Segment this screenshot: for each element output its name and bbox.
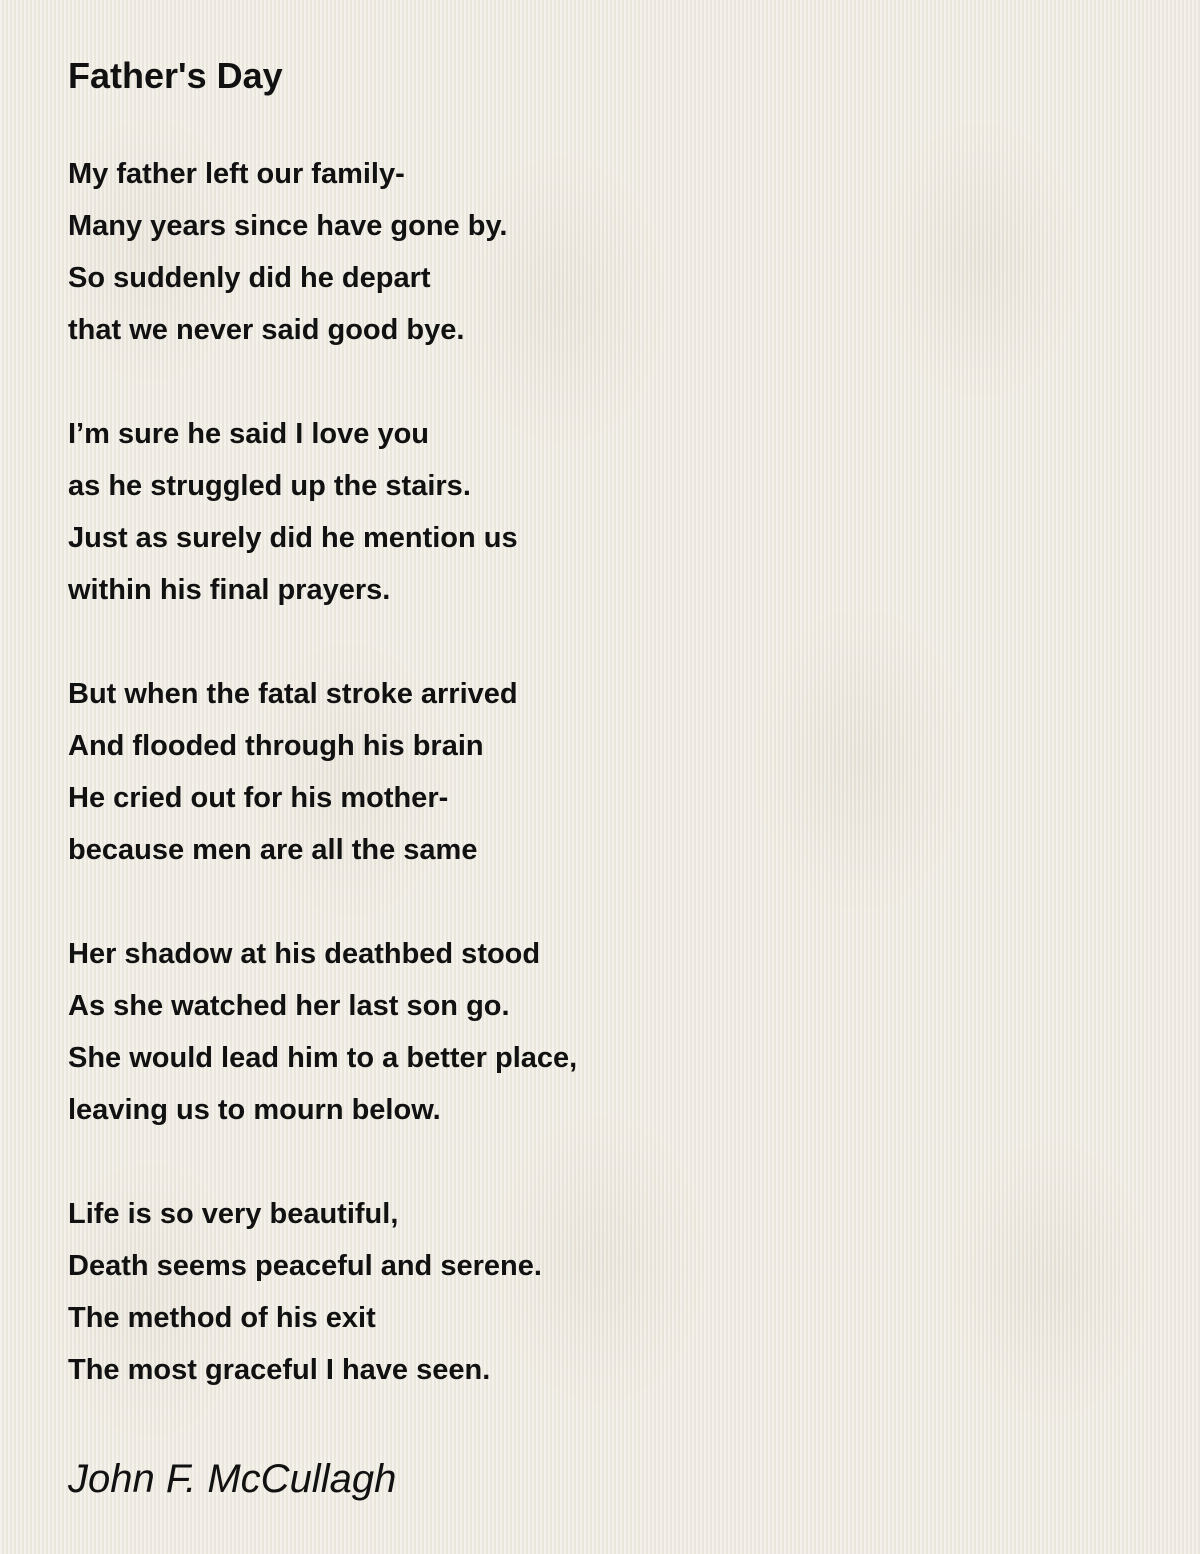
poem-line: She would lead him to a better place, <box>68 1042 578 1074</box>
stanza-1 <box>68 148 577 356</box>
poem-line: As she watched her last son go. <box>68 990 510 1022</box>
poem-line: because men are all the same <box>68 834 478 866</box>
stanza-4 <box>68 928 577 1136</box>
poem-line: Just as surely did he mention us <box>68 522 518 554</box>
poem-line: The method of his exit <box>68 1302 376 1334</box>
stanza-3 <box>68 668 577 876</box>
poem-title: Father's Day <box>68 55 283 96</box>
poem-line: So suddenly did he depart <box>68 262 431 294</box>
poem-line: as he struggled up the stairs. <box>68 470 471 502</box>
poem-body <box>68 148 577 1448</box>
poem-line: within his final prayers. <box>68 574 391 606</box>
poem-line: Death seems peaceful and serene. <box>68 1250 542 1282</box>
poem-line: Life is so very beautiful, <box>68 1198 399 1230</box>
stanza-2 <box>68 408 577 616</box>
poem-line: leaving us to mourn below. <box>68 1094 441 1126</box>
stanza-5 <box>68 1188 577 1396</box>
poem-line: The most graceful I have seen. <box>68 1354 491 1386</box>
poem-author: John F. McCullagh <box>68 1457 397 1501</box>
poem-line: My father left our family- <box>68 158 405 190</box>
poem-line: Many years since have gone by. <box>68 210 508 242</box>
poem-line: But when the fatal stroke arrived <box>68 678 518 710</box>
poem-line: Her shadow at his deathbed stood <box>68 938 541 970</box>
poem-page <box>68 50 1148 1501</box>
poem-line: And flooded through his brain <box>68 730 484 762</box>
poem-line: I’m sure he said I love you <box>68 418 430 450</box>
poem-line: that we never said good bye. <box>68 314 465 346</box>
poem-line: He cried out for his mother- <box>68 782 449 814</box>
